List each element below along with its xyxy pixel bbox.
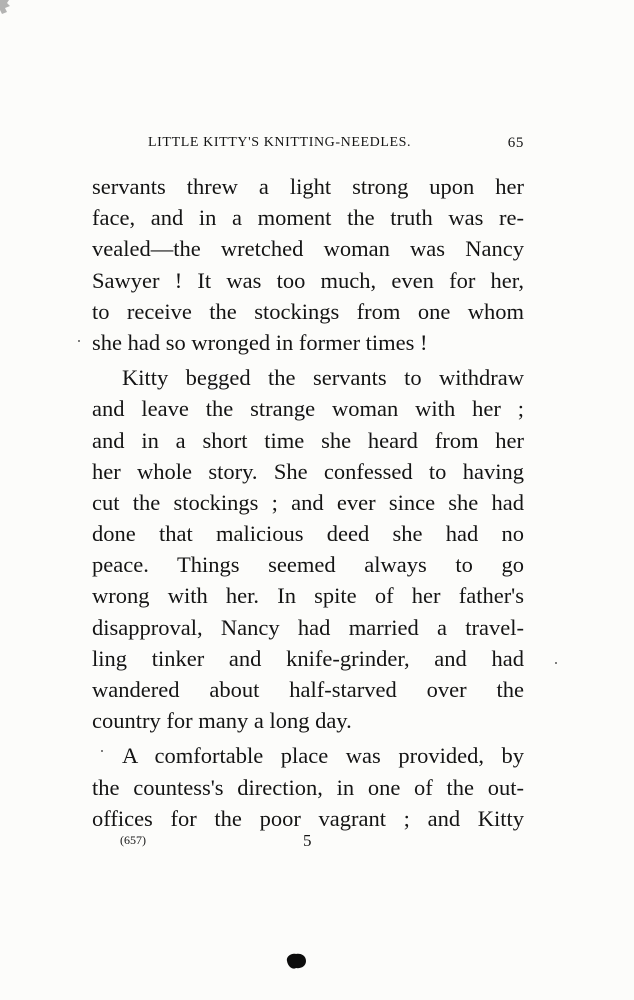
text-line: peace. Things seemed always to go [92,552,524,578]
ink-blot-icon [285,953,307,970]
text-line: face, and in a moment the truth was re- [92,205,524,231]
paper-speck [78,340,80,342]
text-line: wandered about half-starved over the [92,677,524,702]
text-line: vealed—the wretched woman was Nancy [92,236,524,262]
text-line: ling tinker and knife-grinder, and had [92,645,524,671]
text-line: disapproval, Nancy had married a travel- [92,614,524,640]
running-head [140,135,524,155]
text-line: to receive the stockings from one whom [92,298,524,324]
text-line: wrong with her. In spite of her father's [92,583,524,609]
paragraph-start-line: A comfortable place was provided, by [122,743,524,769]
text-line: country for many a long day. [92,708,352,734]
text-line: cut the stockings ; and ever since she had [92,489,524,515]
text-line: done that malicious deed she had no [92,521,524,547]
text-line: and in a short time she heard from her [92,427,524,453]
text-line: and leave the strange woman with her ; [92,396,524,422]
text-line: Sawyer ! It was too much, even for her, [92,267,524,293]
body-text [92,171,524,834]
running-title: LITTLE KITTY'S KNITTING-NEEDLES. [148,135,412,150]
paper-speck [101,750,103,752]
text-line: servants threw a light strong upon her [92,174,524,199]
text-line: offices for the poor vagrant ; and Kitty [92,805,524,831]
gathering-number: 5 [303,831,312,850]
text-line: the countess's direction, in one of the out- [92,774,524,800]
paper-speck [555,662,557,664]
page-corner-smudge [0,0,14,16]
printer-signature-mark: (657) [120,833,146,847]
paragraph-start-line: Kitty begged the servants to withdraw [122,365,524,391]
text-line: she had so wronged in former times ! [92,329,428,355]
page-number: 65 [507,135,524,151]
text-line: her whole story. She confessed to having [92,458,524,484]
